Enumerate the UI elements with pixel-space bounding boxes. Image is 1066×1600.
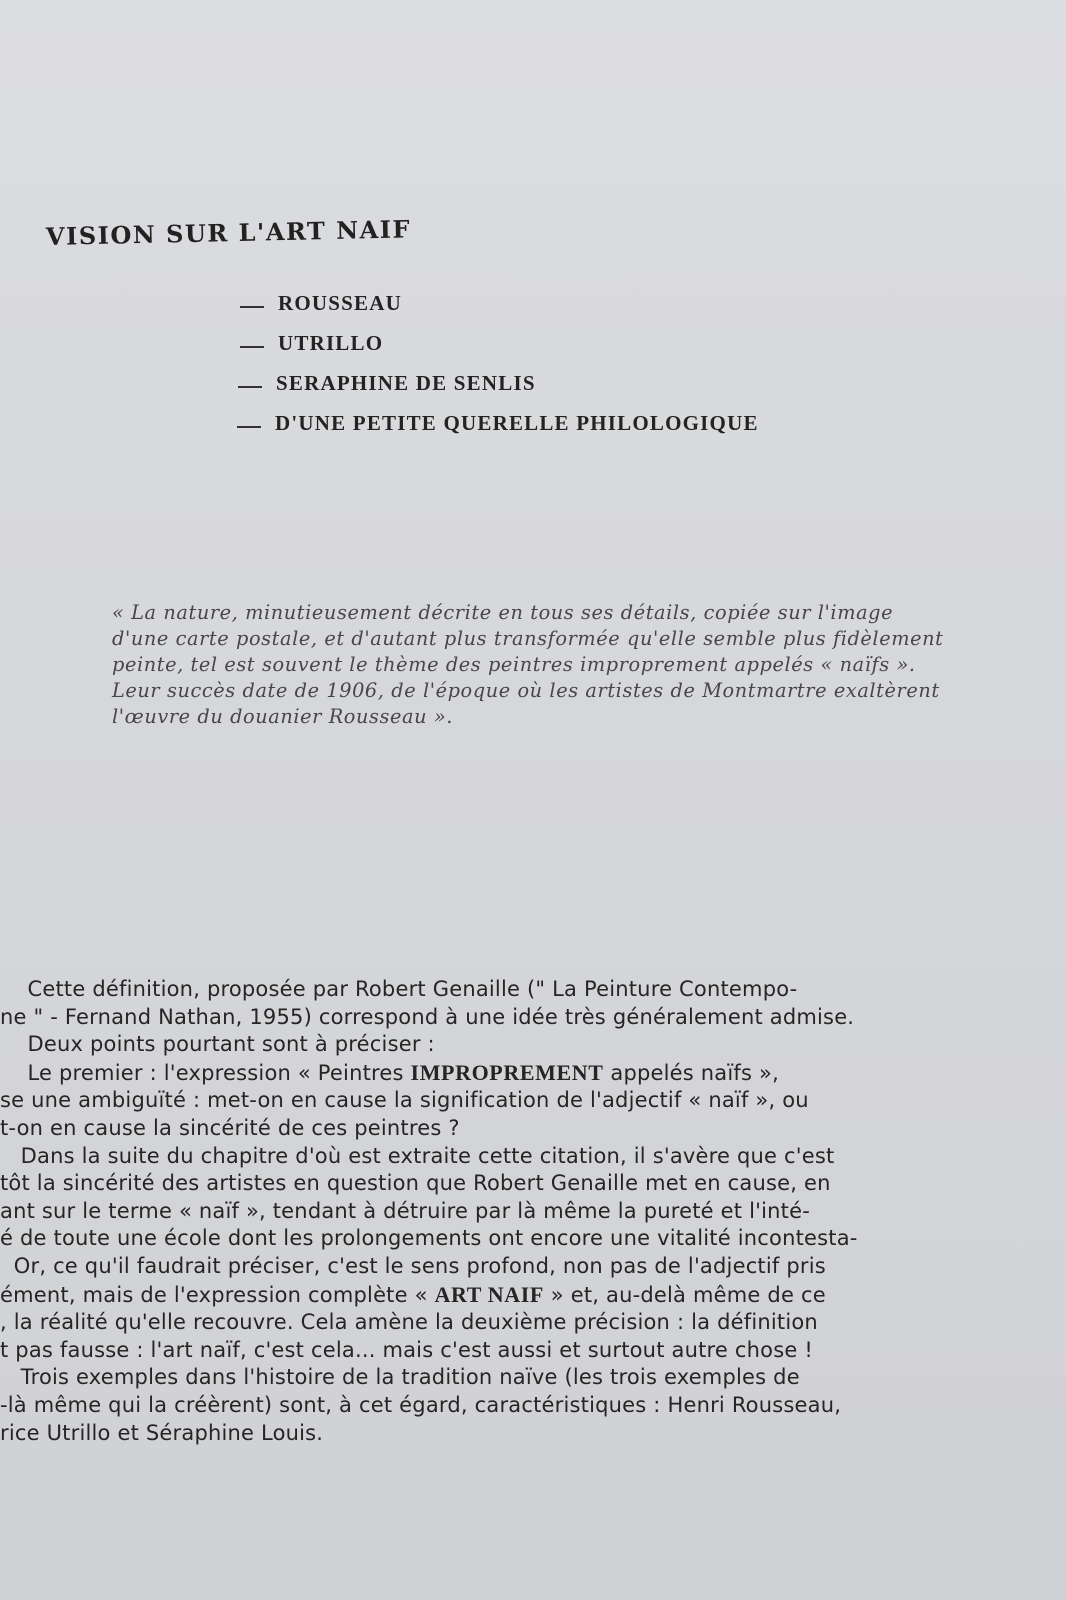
body-line — [0, 1198, 1030, 1226]
emphasized-term: ART NAIF — [434, 1281, 544, 1307]
body-line — [0, 1337, 1030, 1365]
body-text-run: rice Utrillo et Séraphine Louis. — [0, 1420, 324, 1445]
quote-line: Leur succès date de 1906, de l'époque où les artistes de Montmartre exaltèrent — [112, 679, 940, 702]
epigraph-quote — [112, 600, 982, 730]
body-line — [0, 1253, 1030, 1281]
emphasized-term: IMPROPREMENT — [410, 1059, 604, 1085]
body-line — [0, 1420, 1030, 1448]
contents-item-label: D'UNE PETITE QUERELLE PHILOLOGIQUE — [275, 411, 759, 435]
body-text-run: , la réalité qu'elle recouvre. Cela amène la deuxième précision : la définition — [0, 1310, 818, 1335]
body-line — [0, 1004, 1030, 1032]
quote-line: d'une carte postale, et d'autant plus transformée qu'elle semble plus fidèlement — [112, 627, 944, 650]
body-text-run: ant sur le terme « naïf », tendant à détruire par là même la pureté et l'inté- — [0, 1198, 810, 1223]
dash-mark — [240, 306, 264, 308]
body-line — [0, 1143, 1030, 1171]
body-line — [0, 1392, 1030, 1420]
body-line — [0, 1087, 1030, 1115]
body-text-run: Trois exemples dans l'histoire de la tradition naïve (les trois exemples de — [0, 1365, 800, 1390]
body-text-run: Dans la suite du chapitre d'où est extraite cette citation, il s'avère que c'est — [0, 1143, 835, 1168]
body-line — [0, 1225, 1030, 1253]
body-text-run: t-on en cause la sincérité de ces peintres ? — [0, 1115, 460, 1140]
body-text-run: Le premier : l'expression « Peintres — [0, 1060, 411, 1085]
body-text-run: t pas fausse : l'art naïf, c'est cela... mais c'est aussi et surtout autre chose ! — [0, 1337, 813, 1362]
body-text-run: » et, au-delà même de ce — [543, 1282, 826, 1307]
body-line — [0, 1031, 1030, 1059]
contents-item-label: UTRILLO — [278, 331, 384, 355]
body-text-run: ément, mais de l'expression complète « — [0, 1282, 435, 1307]
body-text-run: -là même qui la créèrent) sont, à cet égard, caractéristiques : Henri Rousseau, — [0, 1392, 842, 1417]
body-text-run: Deux points pourtant sont à préciser : — [0, 1032, 435, 1057]
body-text-run: se une ambiguïté : met-on en cause la signification de l'adjectif « naïf », ou — [0, 1088, 809, 1113]
body-line — [0, 1059, 1030, 1088]
contents-item-label: ROUSSEAU — [278, 291, 402, 315]
chapter-contents-list — [240, 290, 759, 450]
body-line — [0, 1170, 1030, 1198]
contents-item — [240, 290, 759, 330]
body-line — [0, 1364, 1030, 1392]
body-paragraphs — [0, 976, 1030, 1447]
body-text-run: tôt la sincérité des artistes en question que Robert Genaille met en cause, en — [0, 1171, 831, 1196]
body-line — [0, 1309, 1030, 1337]
contents-item — [238, 370, 759, 410]
body-text-run: Cette définition, proposée par Robert Genaille (" La Peinture Contempo- — [0, 977, 798, 1001]
body-text-run: ne " - Fernand Nathan, 1955) correspond à une idée très généralement admise. — [0, 1004, 855, 1029]
chapter-heading: VISION SUR L'ART NAIF — [45, 214, 412, 251]
quote-line: « La nature, minutieusement décrite en tous ses détails, copiée sur l'image — [112, 601, 894, 624]
dash-mark — [237, 426, 261, 428]
body-line — [0, 1115, 1030, 1143]
quote-line: peinte, tel est souvent le thème des peintres improprement appelés « naïfs ». — [112, 653, 916, 676]
quote-line: l'œuvre du douanier Rousseau ». — [112, 705, 454, 728]
body-text-run: appelés naïfs », — [603, 1060, 779, 1085]
body-line — [0, 976, 1030, 1004]
dash-mark — [240, 346, 264, 348]
contents-item — [237, 410, 759, 450]
contents-item — [240, 330, 759, 370]
body-text-run: é de toute une école dont les prolongements ont encore une vitalité incontesta- — [0, 1226, 858, 1251]
dash-mark — [238, 386, 262, 388]
contents-item-label: SERAPHINE DE SENLIS — [276, 371, 536, 395]
body-line — [0, 1281, 1030, 1310]
body-text-run: Or, ce qu'il faudrait préciser, c'est le sens profond, non pas de l'adjectif pris — [0, 1253, 826, 1278]
